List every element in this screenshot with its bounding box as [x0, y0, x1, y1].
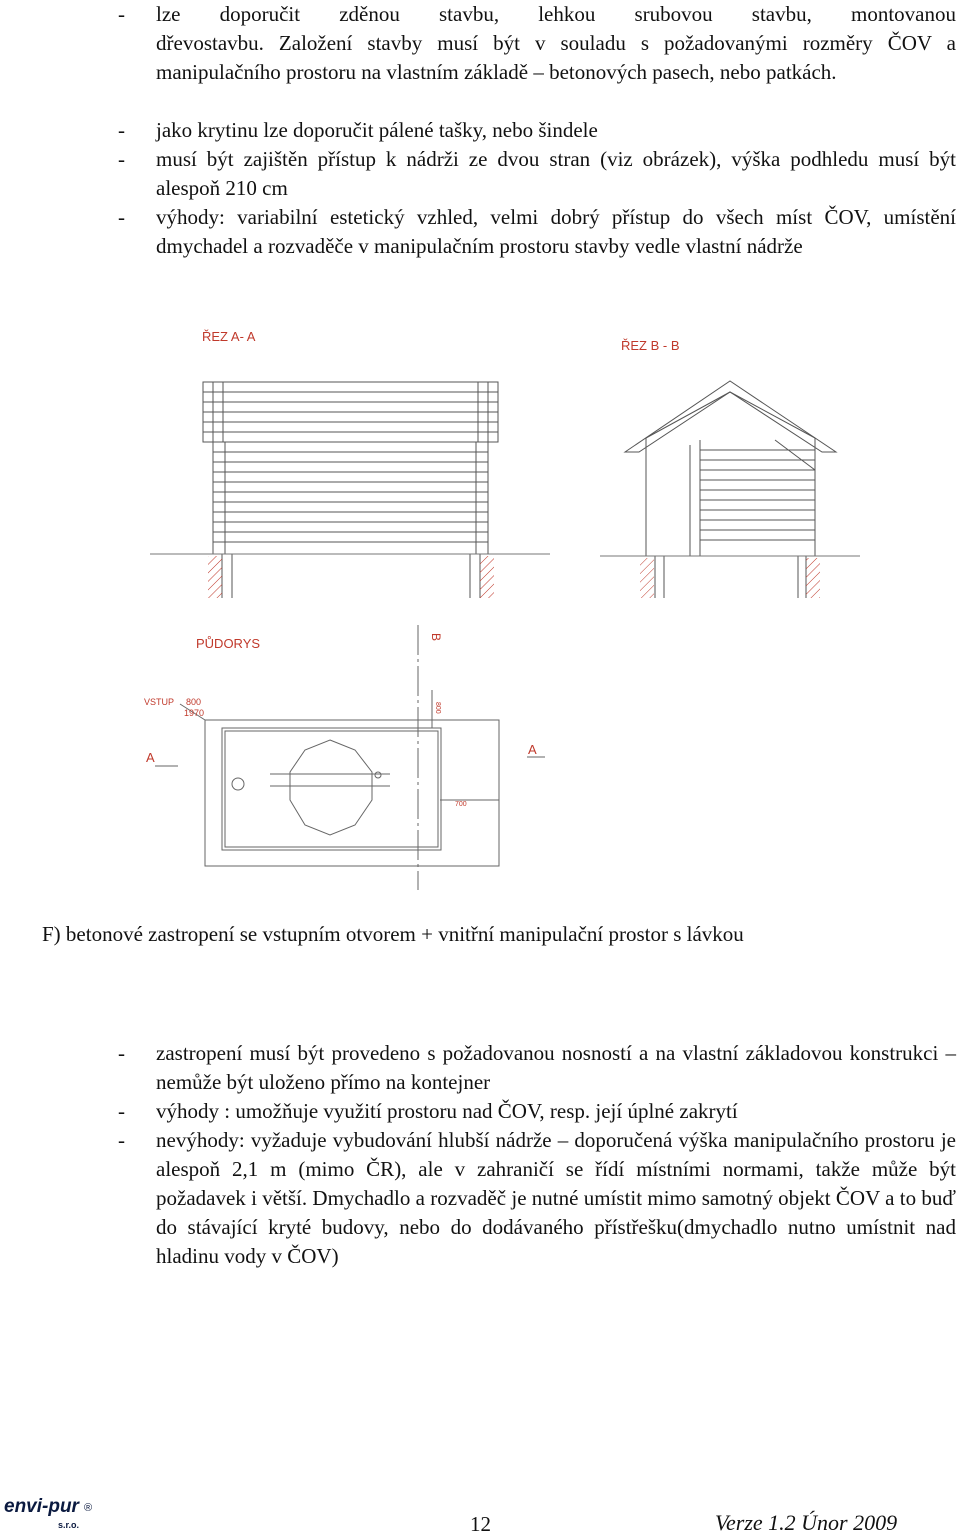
section-bb-title: ŘEZ B - B	[621, 338, 680, 353]
dim-700: 700	[455, 801, 467, 808]
section-bb-drawing	[600, 381, 860, 598]
marker-a-left: A	[146, 750, 155, 765]
section-aa-title: ŘEZ A- A	[202, 329, 256, 344]
marker-b: B	[429, 633, 443, 642]
foundation-left-bb	[640, 558, 654, 598]
bullet-dash: -	[118, 1099, 125, 1123]
marker-a-right: A	[528, 742, 537, 757]
bullet-text: musí být zajištěn přístup k nádrži ze dvou stran (viz obrázek), výška podhledu musí být alespoň 210 cm	[156, 147, 956, 200]
company-logo	[4, 1496, 94, 1536]
dim-800-vertical: 800	[434, 702, 441, 714]
bullet-item	[118, 1097, 956, 1126]
wall-boards-bb	[700, 450, 815, 540]
bullet-dash: -	[118, 205, 125, 229]
bullet-dash: -	[118, 2, 125, 26]
bullet-text-line1: lze doporučit zděnou stavbu, lehkou srubovou stavbu, montovanou	[156, 2, 956, 26]
page-number: 12	[470, 1512, 491, 1536]
dim-800: 800	[186, 697, 202, 707]
foundation-right-bb	[806, 558, 820, 598]
roof-rafters	[203, 382, 498, 442]
bullet-text: dřevostavbu. Založení stavby musí být v souladu s požadovanými rozměry ČOV a manipulačního prostoru na vlastním základě – betonových pasech, nebo patkách.	[156, 31, 956, 84]
wall-boards	[213, 442, 488, 554]
logo-subtext: s.r.o.	[58, 1520, 80, 1530]
bullet-text: výhody : umožňuje využití prostoru nad ČOV, resp. její úplné zakrytí	[156, 1099, 738, 1123]
registered-mark: ®	[84, 1502, 93, 1514]
plan-outer	[205, 720, 499, 866]
bullet-dash: -	[118, 118, 125, 142]
entry-label: VSTUP	[144, 697, 175, 707]
bullet-text: nevýhody: vyžaduje vybudování hlubší nádrže – doporučená výška manipulačního prostoru je alespoň 2,1 m (mimo ČR), ale v zahraničí se řídí místními normami, takže může být požadavek i větší. Dmychadlo a rozvaděč je nutné umístit mimo samotný objekt ČOV a to buď do stávající kryté budovy, nebo do dodávaného přístřešku(dmychadlo nutno umístnit nad hladinu vody v ČOV)	[156, 1128, 956, 1268]
foundation-right-aa	[480, 556, 494, 598]
floor-plan-drawing	[155, 625, 545, 890]
bullet-text: jako krytinu lze doporučit pálené tašky, nebo šindele	[156, 118, 598, 142]
version-label: Verze 1.2 Únor 2009	[715, 1510, 898, 1535]
plan-tank	[222, 728, 441, 850]
dim-1970: 1970	[184, 708, 205, 718]
section-heading: F) betonové zastropení se vstupním otvorem + vnitřní manipulační prostor s lávkou	[42, 922, 744, 946]
bullet-dash: -	[118, 1041, 125, 1065]
wall-aa	[213, 442, 488, 554]
bullet-dash: -	[118, 1128, 125, 1152]
tank-chamber	[290, 740, 372, 835]
logo-text: envi-pur	[4, 1496, 79, 1517]
plan-title: PŮDORYS	[196, 636, 261, 651]
gable-roof	[625, 381, 836, 452]
bullet-text: výhody: variabilní estetický vzhled, velmi dobrý přístup do všech míst ČOV, umístění dmychadel a rozvaděče v manipulačním prostoru stavby vedle vlastní nádrže	[156, 205, 956, 258]
bullet-dash: -	[118, 147, 125, 171]
bullet-item	[118, 1039, 956, 1097]
bullet-item	[118, 1126, 956, 1271]
bullet-text: zastropení musí být provedeno s požadovanou nosností a na vlastní základovou konstrukci – nemůže být uloženo přímo na kontejner	[156, 1041, 956, 1094]
foundation-left-aa	[208, 556, 222, 598]
